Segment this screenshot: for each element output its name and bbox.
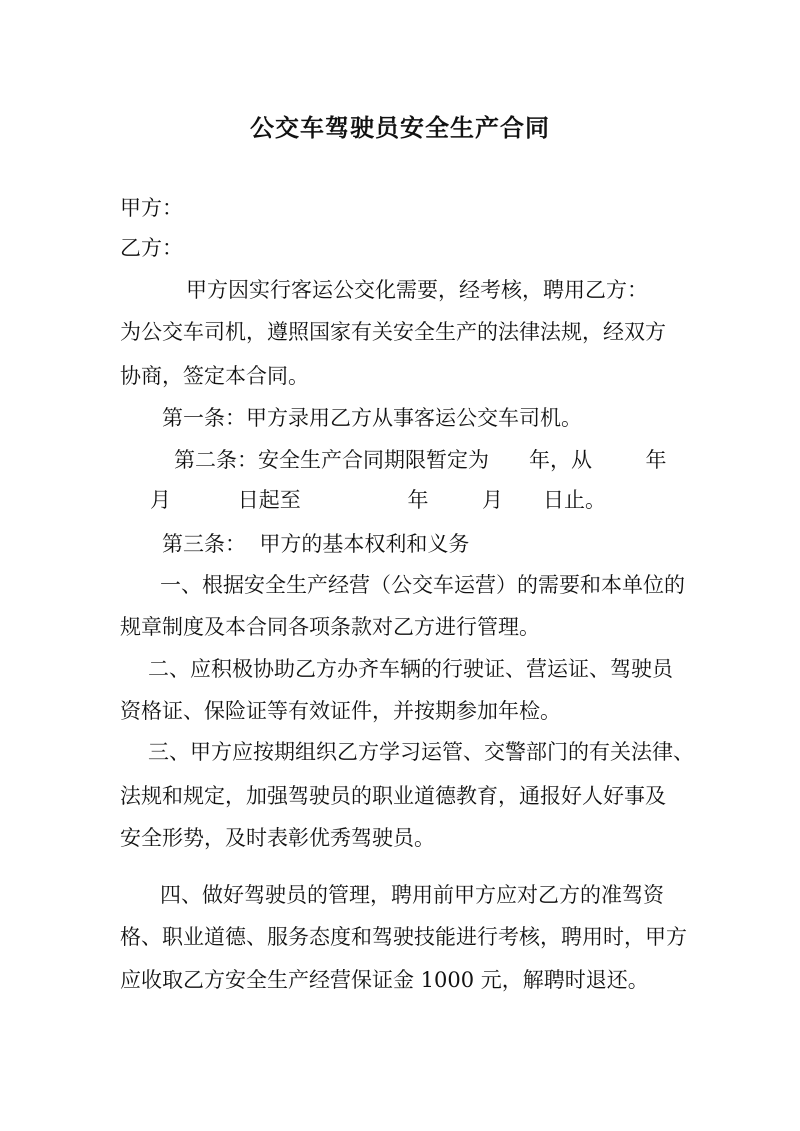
article-2-line-1: 第二条：安全生产合同期限暂定为 年，从 年 [174,448,667,472]
item-1-line-1: 一、根据安全生产经营（公交车运营）的需要和本单位的 [160,573,685,597]
article-3-heading: 第三条： 甲方的基本权利和义务 [162,532,470,556]
item-3-line-3: 安全形势，及时表彰优秀驾驶员。 [120,826,435,850]
article-2-line-2: 月 日起至 年 月 日止。 [150,488,607,512]
item-1-line-2: 规章制度及本合同各项条款对乙方进行管理。 [120,615,540,639]
item-4-line-1: 四、做好驾驶员的管理，聘用前甲方应对乙方的准驾资 [160,883,664,907]
item-2-line-2: 资格证、保险证等有效证件，并按期参加年检。 [120,699,561,723]
item-4-line-3: 应收取乙方安全生产经营保证金 1000 元，解聘时退还。 [120,968,649,992]
document-title: 公交车驾驶员安全生产合同 [250,113,550,142]
intro-line-2: 为公交车司机，遵照国家有关安全生产的法律法规，经双方 [120,320,666,344]
party-b-label: 乙方： [120,236,183,260]
article-1: 第一条：甲方录用乙方从事客运公交车司机。 [162,406,582,430]
intro-line-1: 甲方因实行客运公交化需要，经考核，聘用乙方： [186,278,648,302]
item-3-line-1: 三、甲方应按期组织乙方学习运管、交警部门的有关法律、 [148,740,694,764]
party-a-label: 甲方： [120,196,183,220]
item-4-line-2: 格、职业道德、服务态度和驾驶技能进行考核，聘用时，甲方 [120,925,687,949]
intro-line-3: 协商，签定本合同。 [120,364,309,388]
item-2-line-1: 二、应积极协助乙方办齐车辆的行驶证、营运证、驾驶员 [148,657,673,681]
item-3-line-2: 法规和规定，加强驾驶员的职业道德教育，通报好人好事及 [120,784,666,808]
